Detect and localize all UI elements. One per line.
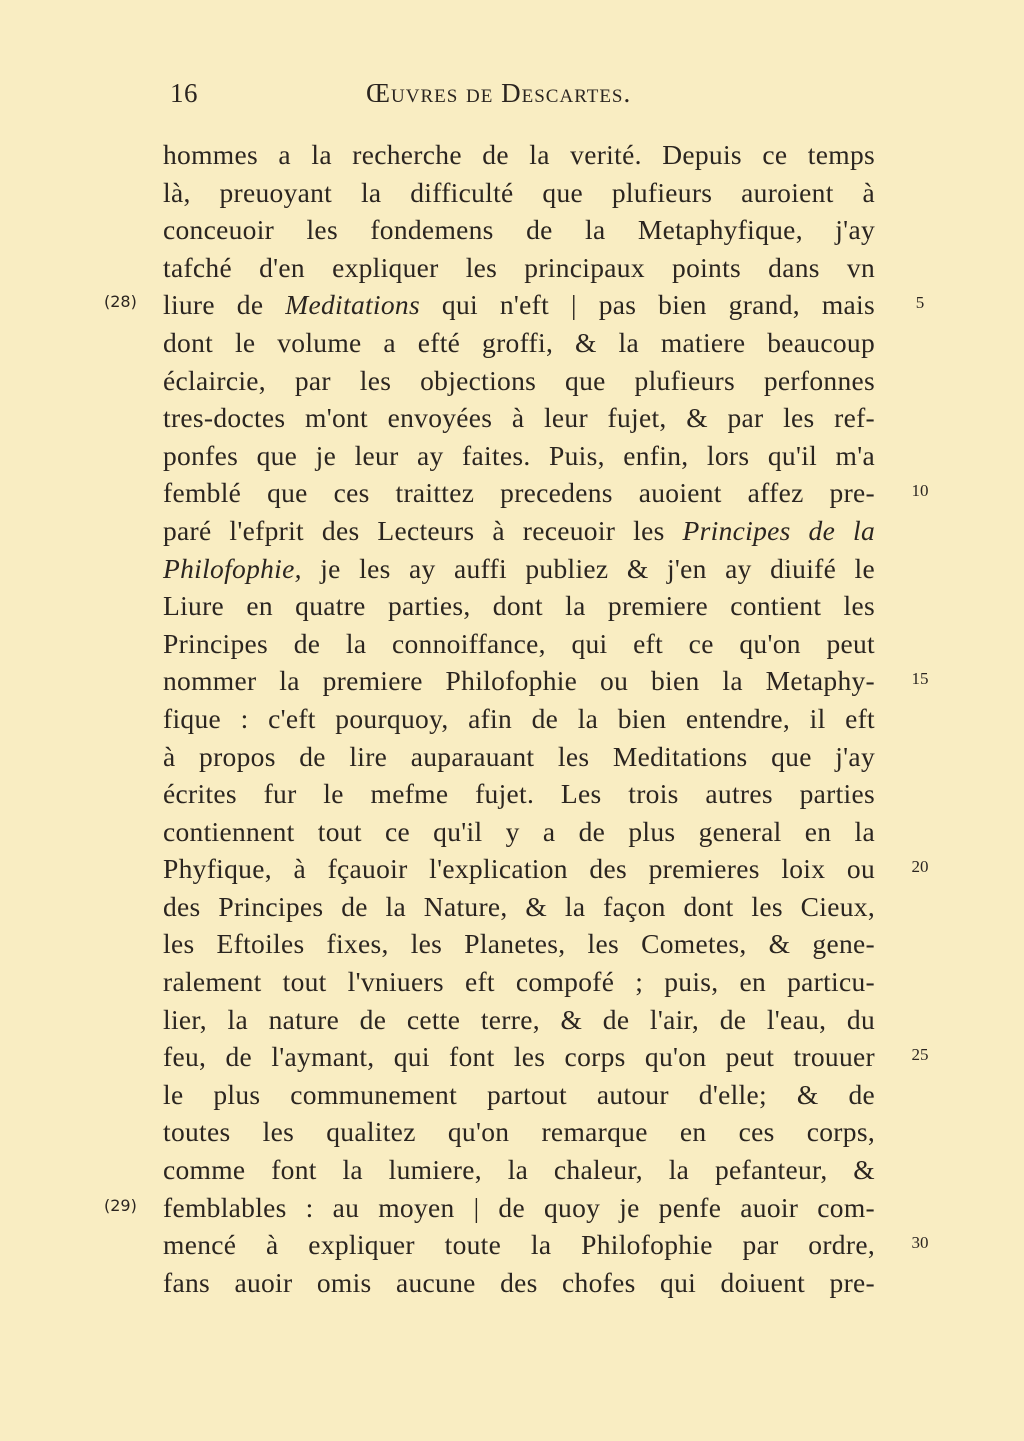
margin-page-ref: (28) (104, 292, 137, 311)
text-line: hommes a la recherche de la verité. Depuis ce temps (163, 139, 875, 170)
text-line: éclaircie, par les objections que plufieurs perfonnes (163, 364, 875, 396)
text-line: comme font la lumiere, la chaleur, la pefanteur, & (163, 1154, 875, 1186)
line-number: 20 (911, 857, 929, 876)
text-line: Philofophie, je les ay auffi publiez & j'en ay diuifé le (163, 552, 875, 584)
text-line: Phyfique, à fçauoir l'explication des premieres loix ou (163, 853, 875, 885)
line-number: 30 (911, 1233, 929, 1252)
italic-title: Principes de la (682, 514, 876, 546)
line-number: 5 (915, 293, 925, 312)
line-number: 15 (911, 669, 929, 688)
text-line: lier, la nature de cette terre, & de l'air, de l'eau, du (163, 1003, 875, 1035)
margin-page-ref: (29) (104, 1196, 137, 1215)
text-line: des Principes de la Nature, & la façon dont les Cieux, (163, 890, 875, 922)
text-line: ralement tout l'vniuers eft compofé ; puis, en particu- (163, 966, 875, 998)
text-line: fans auoir omis aucune des chofes qui doiuent pre- (163, 1266, 875, 1298)
body-text (163, 136, 875, 1301)
italic-title: Meditations (285, 289, 420, 321)
text-line: femblé que ces traittez precedens auoient affez pre- (163, 477, 875, 509)
text-line: mencé à expliquer toute la Philofophie par ordre, (163, 1229, 875, 1261)
page-number: 16 (170, 78, 198, 108)
text-line: conceuoir les fondemens de la Metaphyfique, j'ay (163, 214, 875, 246)
line-number: 25 (911, 1045, 929, 1064)
text-line: ponfes que je leur ay faites. Puis, enfin, lors qu'il m'a (163, 439, 875, 471)
text-line: écrites fur le mefme fujet. Les trois autres parties (163, 778, 875, 810)
text-line: femblables : au moyen | de quoy je penfe auoir com- (163, 1191, 875, 1223)
text-line: paré l'efprit des Lecteurs à receuoir les Principes de la (163, 514, 876, 546)
italic-title: Philofophie, (163, 552, 302, 584)
running-title: Œuvres de Descartes. (366, 78, 632, 108)
text-line: nommer la premiere Philofophie ou bien la Metaphy- (163, 665, 875, 697)
text-line: tafché d'en expliquer les principaux points dans vn (163, 251, 875, 283)
text-line: Liure en quatre parties, dont la premiere contient les (163, 590, 875, 622)
text-line: dont le volume a efté groffi, & la matiere beaucoup (163, 326, 875, 358)
text-line: contiennent tout ce qu'il y a de plus general en la (163, 815, 875, 847)
text-line: les Eftoiles fixes, les Planetes, les Cometes, & gene- (163, 928, 875, 960)
text-line: tres-doctes m'ont envoyées à leur fujet, & par les ref- (163, 402, 875, 434)
page-header (166, 78, 876, 118)
text-line: fique : c'eft pourquoy, afin de la bien entendre, il eft (163, 702, 875, 734)
text-line: toutes les qualitez qu'on remarque en ces corps, (163, 1116, 875, 1148)
text-line: Principes de la connoiffance, qui eft ce qu'on peut (163, 627, 875, 659)
text-line: le plus communement partout autour d'elle; & de (163, 1078, 875, 1110)
text-line: à propos de lire auparauant les Meditations que j'ay (163, 740, 875, 772)
line-number: 10 (911, 481, 929, 500)
text-line: feu, de l'aymant, qui font les corps qu'on peut trouuer (163, 1041, 875, 1073)
text-line: là, preuoyant la difficulté que plufieurs auroient à (163, 176, 875, 208)
text-line: liure de Meditations qui n'eft | pas bien grand, mais (163, 289, 875, 321)
